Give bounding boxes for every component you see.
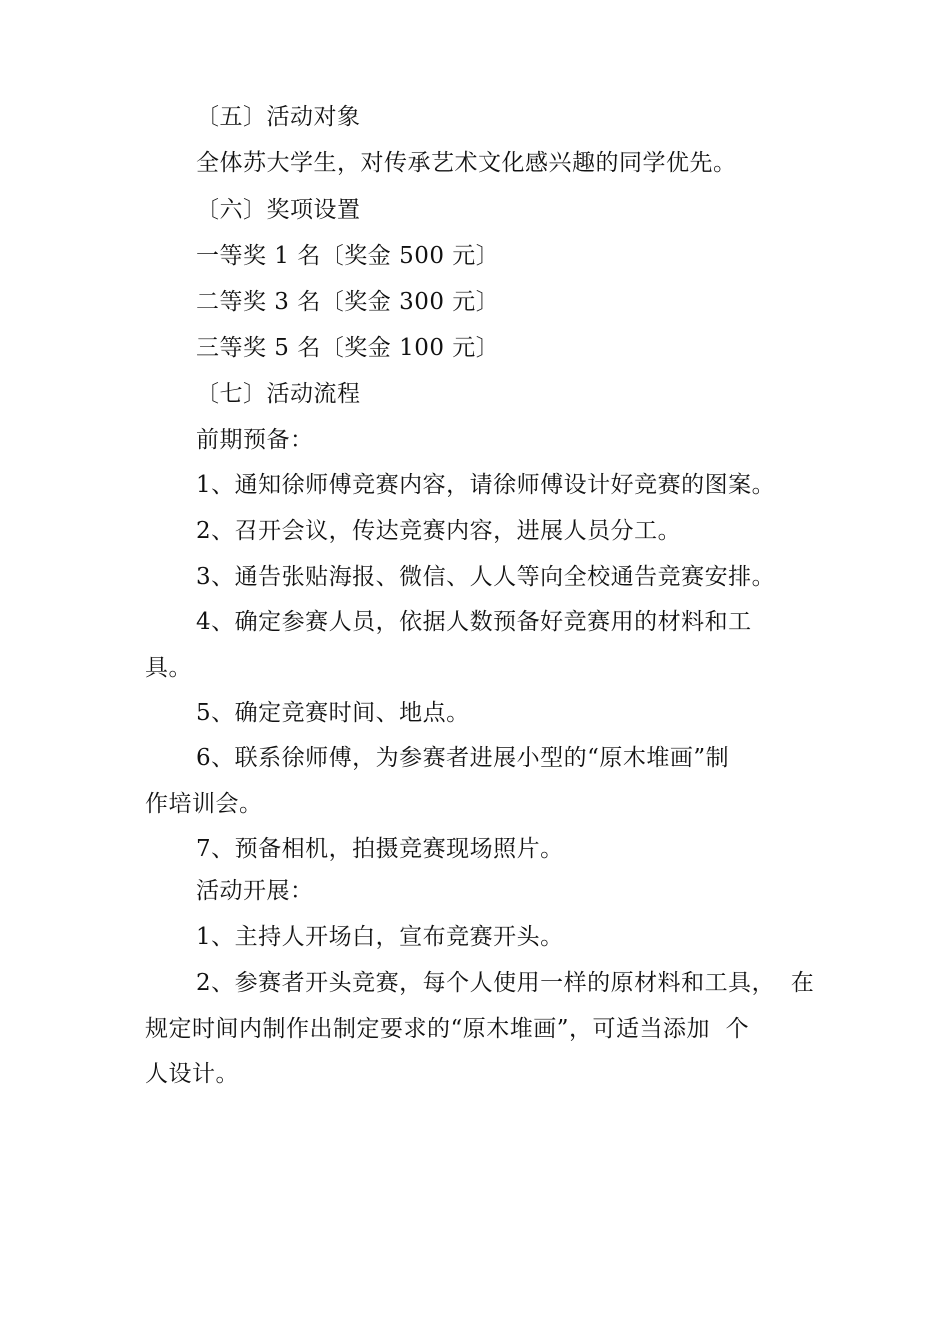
prep-item-6-continued: 作培训会。 — [145, 791, 263, 817]
run-item-2-continued: 规定时间内制作出制定要求的“原木堆画”，可适当添加 个 — [145, 1016, 750, 1042]
section7-heading: 〔七〕活动流程 — [196, 381, 361, 407]
prep-item-7: 7、预备相机，拍摄竞赛现场照片。 — [196, 836, 564, 862]
prep-item-3: 3、通告张贴海报、微信、人人等向全校通告竞赛安排。 — [196, 564, 776, 590]
section5-heading: 〔五〕活动对象 — [196, 104, 361, 130]
run-title: 活动开展： — [196, 878, 314, 904]
run-item-2-end: 人设计。 — [145, 1061, 239, 1087]
prep-item-4-continued: 具。 — [145, 655, 192, 681]
award-second: 二等奖 3 名〔奖金 300 元〕 — [196, 289, 500, 315]
award-third: 三等奖 5 名〔奖金 100 元〕 — [196, 335, 500, 361]
prep-item-1: 1、通知徐师傅竞赛内容，请徐师傅设计好竞赛的图案。 — [196, 472, 776, 498]
run-item-1: 1、主持人开场白，宣布竞赛开头。 — [196, 924, 564, 950]
section6-heading: 〔六〕奖项设置 — [196, 197, 361, 223]
prep-item-4: 4、确定参赛人员，依据人数预备好竞赛用的材料和工 — [196, 609, 752, 635]
prep-title: 前期预备： — [196, 427, 314, 453]
prep-item-2: 2、召开会议，传达竞赛内容，进展人员分工。 — [196, 518, 682, 544]
run-item-2: 2、参赛者开头竞赛，每个人使用一样的原材料和工具， 在 — [196, 970, 815, 996]
prep-item-5: 5、确定竞赛时间、地点。 — [196, 700, 470, 726]
award-first: 一等奖 1 名〔奖金 500 元〕 — [196, 243, 500, 269]
section5-body: 全体苏大学生，对传承艺术文化感兴趣的同学优先。 — [196, 150, 737, 176]
prep-item-6: 6、联系徐师傅，为参赛者进展小型的“原木堆画”制 — [196, 745, 730, 771]
